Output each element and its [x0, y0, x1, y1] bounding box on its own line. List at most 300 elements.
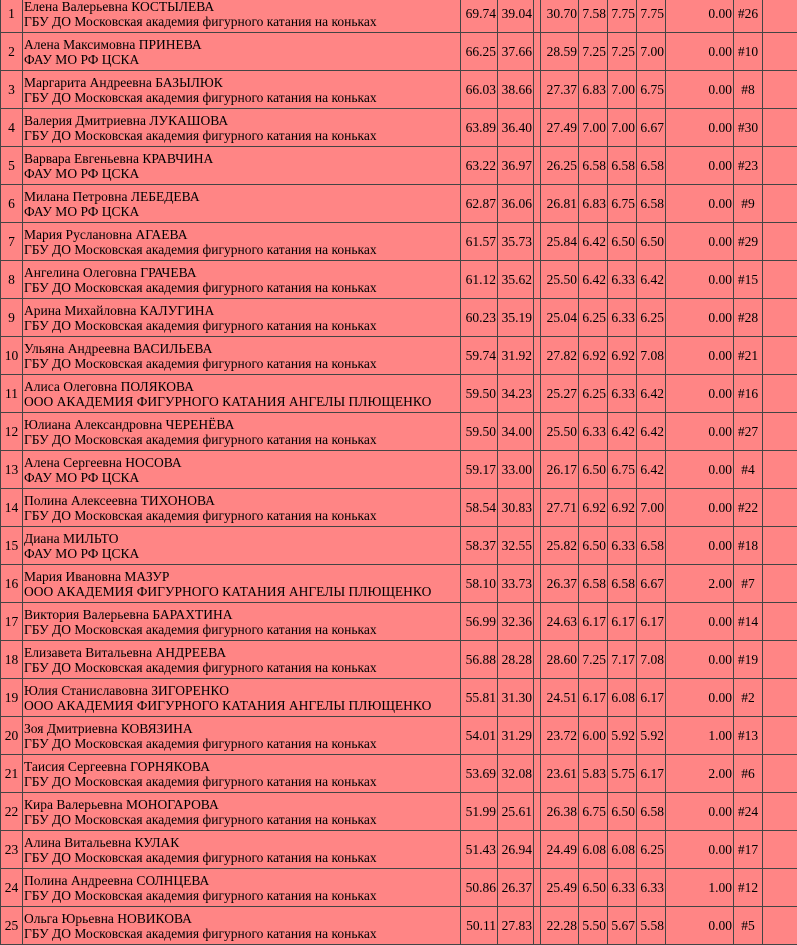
component-3-cell: 6.17 — [637, 755, 666, 793]
component-score-cell: 23.61 — [541, 755, 579, 793]
component-3-cell: 6.42 — [637, 375, 666, 413]
skater-cell — [23, 793, 461, 831]
skater-cell — [23, 71, 461, 109]
start-number-cell: #30 — [734, 109, 763, 147]
deductions-cell: 0.00 — [666, 603, 734, 641]
start-number-cell: #8 — [734, 71, 763, 109]
start-number-cell: #19 — [734, 641, 763, 679]
table-row — [1, 793, 797, 831]
table-row — [1, 489, 797, 527]
place-cell: 20 — [1, 717, 23, 755]
table-row — [1, 337, 797, 375]
component-1-cell: 6.75 — [579, 793, 608, 831]
component-3-cell: 6.67 — [637, 109, 666, 147]
place-cell: 7 — [1, 223, 23, 261]
spacer-cell — [534, 0, 541, 33]
component-2-cell: 6.08 — [608, 679, 637, 717]
skater-cell — [23, 147, 461, 185]
element-score-cell: 34.00 — [498, 413, 534, 451]
table-row — [1, 261, 797, 299]
element-score-cell: 37.66 — [498, 33, 534, 71]
deductions-cell: 2.00 — [666, 565, 734, 603]
skater-cell — [23, 565, 461, 603]
element-score-cell: 26.37 — [498, 869, 534, 907]
component-score-cell: 25.27 — [541, 375, 579, 413]
component-3-cell: 6.17 — [637, 679, 666, 717]
club-name: ГБУ ДО Московская академия фигурного катания на коньках — [24, 850, 459, 865]
total-score-cell: 66.25 — [461, 33, 498, 71]
skater-name: Полина Андреевна СОЛНЦЕВА — [24, 873, 459, 888]
component-2-cell: 5.75 — [608, 755, 637, 793]
component-1-cell: 6.50 — [579, 527, 608, 565]
component-2-cell: 6.42 — [608, 413, 637, 451]
table-row — [1, 33, 797, 71]
club-name: ГБУ ДО Московская академия фигурного катания на коньках — [24, 774, 459, 789]
place-cell: 11 — [1, 375, 23, 413]
component-1-cell: 5.83 — [579, 755, 608, 793]
element-score-cell: 38.66 — [498, 71, 534, 109]
skater-cell — [23, 603, 461, 641]
element-score-cell: 33.00 — [498, 451, 534, 489]
element-score-cell: 35.62 — [498, 261, 534, 299]
total-score-cell: 51.99 — [461, 793, 498, 831]
start-number-cell: #26 — [734, 0, 763, 33]
spacer-cell — [534, 679, 541, 717]
spacer-cell — [534, 33, 541, 71]
start-number-cell: #13 — [734, 717, 763, 755]
skater-name: Ольга Юрьевна НОВИКОВА — [24, 911, 459, 926]
trailing-cell — [763, 527, 797, 565]
start-number-cell: #17 — [734, 831, 763, 869]
spacer-cell — [534, 641, 541, 679]
club-name: ГБУ ДО Московская академия фигурного катания на коньках — [24, 356, 459, 371]
trailing-cell — [763, 147, 797, 185]
deductions-cell: 0.00 — [666, 299, 734, 337]
table-row — [1, 375, 797, 413]
club-name: ГБУ ДО Московская академия фигурного катания на коньках — [24, 90, 459, 105]
skater-name: Варвара Евгеньевна КРАВЧИНА — [24, 151, 459, 166]
skater-cell — [23, 755, 461, 793]
component-score-cell: 27.71 — [541, 489, 579, 527]
component-1-cell: 6.17 — [579, 603, 608, 641]
table-row — [1, 413, 797, 451]
spacer-cell — [534, 527, 541, 565]
skater-cell — [23, 185, 461, 223]
table-row — [1, 641, 797, 679]
start-number-cell: #15 — [734, 261, 763, 299]
table-row — [1, 565, 797, 603]
component-1-cell: 7.25 — [579, 641, 608, 679]
place-cell: 10 — [1, 337, 23, 375]
start-number-cell: #9 — [734, 185, 763, 223]
skater-cell — [23, 527, 461, 565]
component-2-cell: 6.33 — [608, 527, 637, 565]
component-score-cell: 25.84 — [541, 223, 579, 261]
place-cell: 16 — [1, 565, 23, 603]
skater-cell — [23, 907, 461, 945]
total-score-cell: 56.99 — [461, 603, 498, 641]
total-score-cell: 56.88 — [461, 641, 498, 679]
spacer-cell — [534, 147, 541, 185]
component-2-cell: 7.25 — [608, 33, 637, 71]
trailing-cell — [763, 451, 797, 489]
total-score-cell: 63.22 — [461, 147, 498, 185]
component-3-cell: 6.58 — [637, 185, 666, 223]
spacer-cell — [534, 831, 541, 869]
trailing-cell — [763, 33, 797, 71]
table-row — [1, 299, 797, 337]
skater-cell — [23, 831, 461, 869]
skater-name: Ангелина Олеговна ГРАЧЕВА — [24, 265, 459, 280]
component-1-cell: 6.83 — [579, 185, 608, 223]
skater-name: Кира Валерьевна МОНОГАРОВА — [24, 797, 459, 812]
component-3-cell: 6.75 — [637, 71, 666, 109]
component-2-cell: 6.58 — [608, 147, 637, 185]
trailing-cell — [763, 261, 797, 299]
total-score-cell: 58.54 — [461, 489, 498, 527]
deductions-cell: 0.00 — [666, 223, 734, 261]
deductions-cell: 0.00 — [666, 831, 734, 869]
component-score-cell: 24.49 — [541, 831, 579, 869]
spacer-cell — [534, 413, 541, 451]
component-score-cell: 25.82 — [541, 527, 579, 565]
place-cell: 8 — [1, 261, 23, 299]
trailing-cell — [763, 299, 797, 337]
deductions-cell: 1.00 — [666, 869, 734, 907]
skater-name: Валерия Дмитриевна ЛУКАШОВА — [24, 113, 459, 128]
skater-cell — [23, 299, 461, 337]
deductions-cell: 0.00 — [666, 641, 734, 679]
club-name: ГБУ ДО Московская академия фигурного катания на коньках — [24, 128, 459, 143]
start-number-cell: #29 — [734, 223, 763, 261]
spacer-cell — [534, 603, 541, 641]
skater-name: Алина Витальевна КУЛАК — [24, 835, 459, 850]
trailing-cell — [763, 337, 797, 375]
skater-name: Маргарита Андреевна БАЗЫЛЮК — [24, 75, 459, 90]
start-number-cell: #4 — [734, 451, 763, 489]
component-2-cell: 6.17 — [608, 603, 637, 641]
trailing-cell — [763, 869, 797, 907]
element-score-cell: 31.92 — [498, 337, 534, 375]
trailing-cell — [763, 603, 797, 641]
total-score-cell: 63.89 — [461, 109, 498, 147]
component-3-cell: 6.42 — [637, 413, 666, 451]
element-score-cell: 25.61 — [498, 793, 534, 831]
skater-name: Елизавета Витальевна АНДРЕЕВА — [24, 645, 459, 660]
component-score-cell: 30.70 — [541, 0, 579, 33]
deductions-cell: 0.00 — [666, 261, 734, 299]
component-2-cell: 7.00 — [608, 71, 637, 109]
results-body — [1, 0, 797, 945]
club-name: ГБУ ДО Московская академия фигурного катания на коньках — [24, 622, 459, 637]
component-1-cell: 6.92 — [579, 489, 608, 527]
place-cell: 19 — [1, 679, 23, 717]
club-name: ГБУ ДО Московская академия фигурного катания на коньках — [24, 242, 459, 257]
element-score-cell: 36.97 — [498, 147, 534, 185]
total-score-cell: 58.10 — [461, 565, 498, 603]
club-name: ФАУ МО РФ ЦСКА — [24, 52, 459, 67]
skater-name: Алиса Олеговна ПОЛЯКОВА — [24, 379, 459, 394]
element-score-cell: 28.28 — [498, 641, 534, 679]
component-1-cell: 6.50 — [579, 451, 608, 489]
trailing-cell — [763, 223, 797, 261]
component-1-cell: 7.00 — [579, 109, 608, 147]
component-3-cell: 6.58 — [637, 793, 666, 831]
club-name: ФАУ МО РФ ЦСКА — [24, 166, 459, 181]
place-cell: 3 — [1, 71, 23, 109]
component-score-cell: 27.37 — [541, 71, 579, 109]
club-name: ООО АКАДЕМИЯ ФИГУРНОГО КАТАНИЯ АНГЕЛЫ ПЛЮЩЕНКО — [24, 584, 459, 599]
spacer-cell — [534, 375, 541, 413]
place-cell: 9 — [1, 299, 23, 337]
trailing-cell — [763, 0, 797, 33]
start-number-cell: #14 — [734, 603, 763, 641]
component-score-cell: 28.59 — [541, 33, 579, 71]
element-score-cell: 31.29 — [498, 717, 534, 755]
table-row — [1, 527, 797, 565]
component-score-cell: 24.63 — [541, 603, 579, 641]
trailing-cell — [763, 793, 797, 831]
component-1-cell: 6.25 — [579, 299, 608, 337]
element-score-cell: 33.73 — [498, 565, 534, 603]
component-3-cell: 6.58 — [637, 147, 666, 185]
trailing-cell — [763, 907, 797, 945]
skater-cell — [23, 641, 461, 679]
skater-name: Диана МИЛЬТО — [24, 531, 459, 546]
trailing-cell — [763, 71, 797, 109]
component-3-cell: 7.00 — [637, 33, 666, 71]
table-row — [1, 755, 797, 793]
club-name: ФАУ МО РФ ЦСКА — [24, 204, 459, 219]
total-score-cell: 69.74 — [461, 0, 498, 33]
start-number-cell: #28 — [734, 299, 763, 337]
total-score-cell: 59.50 — [461, 375, 498, 413]
table-row — [1, 603, 797, 641]
start-number-cell: #21 — [734, 337, 763, 375]
club-name: ГБУ ДО Московская академия фигурного катания на коньках — [24, 432, 459, 447]
component-2-cell: 6.92 — [608, 337, 637, 375]
trailing-cell — [763, 565, 797, 603]
spacer-cell — [534, 109, 541, 147]
start-number-cell: #18 — [734, 527, 763, 565]
component-1-cell: 5.50 — [579, 907, 608, 945]
component-score-cell: 25.49 — [541, 869, 579, 907]
spacer-cell — [534, 71, 541, 109]
spacer-cell — [534, 451, 541, 489]
deductions-cell: 0.00 — [666, 489, 734, 527]
element-score-cell: 35.19 — [498, 299, 534, 337]
component-2-cell: 6.92 — [608, 489, 637, 527]
component-3-cell: 7.00 — [637, 489, 666, 527]
total-score-cell: 53.69 — [461, 755, 498, 793]
deductions-cell: 0.00 — [666, 907, 734, 945]
skater-name: Зоя Дмитриевна КОВЯЗИНА — [24, 721, 459, 736]
table-row — [1, 147, 797, 185]
skater-name: Мария Ивановна МАЗУР — [24, 569, 459, 584]
start-number-cell: #23 — [734, 147, 763, 185]
club-name: ГБУ ДО Московская академия фигурного катания на коньках — [24, 926, 459, 941]
component-1-cell: 6.50 — [579, 869, 608, 907]
start-number-cell: #27 — [734, 413, 763, 451]
skater-cell — [23, 337, 461, 375]
table-row — [1, 451, 797, 489]
total-score-cell: 55.81 — [461, 679, 498, 717]
place-cell: 6 — [1, 185, 23, 223]
club-name: ГБУ ДО Московская академия фигурного катания на коньках — [24, 736, 459, 751]
start-number-cell: #7 — [734, 565, 763, 603]
component-3-cell: 6.42 — [637, 261, 666, 299]
deductions-cell: 0.00 — [666, 109, 734, 147]
component-score-cell: 26.37 — [541, 565, 579, 603]
place-cell: 23 — [1, 831, 23, 869]
spacer-cell — [534, 907, 541, 945]
club-name: ГБУ ДО Московская академия фигурного катания на коньках — [24, 280, 459, 295]
skater-name: Алена Максимовна ПРИНЕВА — [24, 37, 459, 52]
component-score-cell: 26.25 — [541, 147, 579, 185]
skater-cell — [23, 223, 461, 261]
deductions-cell: 0.00 — [666, 337, 734, 375]
skater-cell — [23, 489, 461, 527]
component-2-cell: 6.08 — [608, 831, 637, 869]
component-2-cell: 6.50 — [608, 793, 637, 831]
deductions-cell: 0.00 — [666, 0, 734, 33]
table-row — [1, 109, 797, 147]
component-2-cell: 7.17 — [608, 641, 637, 679]
table-row — [1, 907, 797, 945]
trailing-cell — [763, 375, 797, 413]
total-score-cell: 61.12 — [461, 261, 498, 299]
skater-cell — [23, 869, 461, 907]
place-cell: 13 — [1, 451, 23, 489]
component-2-cell: 6.75 — [608, 451, 637, 489]
skater-name: Мария Руслановна АГАЕВА — [24, 227, 459, 242]
spacer-cell — [534, 717, 541, 755]
element-score-cell: 34.23 — [498, 375, 534, 413]
skater-name: Алена Сергеевна НОСОВА — [24, 455, 459, 470]
start-number-cell: #5 — [734, 907, 763, 945]
component-3-cell: 6.50 — [637, 223, 666, 261]
component-3-cell: 6.58 — [637, 527, 666, 565]
component-2-cell: 6.58 — [608, 565, 637, 603]
club-name: ГБУ ДО Московская академия фигурного катания на коньках — [24, 812, 459, 827]
component-2-cell: 6.33 — [608, 375, 637, 413]
club-name: ГБУ ДО Московская академия фигурного катания на коньках — [24, 888, 459, 903]
place-cell: 15 — [1, 527, 23, 565]
place-cell: 12 — [1, 413, 23, 451]
skater-name: Полина Алексеевна ТИХОНОВА — [24, 493, 459, 508]
component-3-cell: 5.58 — [637, 907, 666, 945]
total-score-cell: 60.23 — [461, 299, 498, 337]
spacer-cell — [534, 337, 541, 375]
place-cell: 5 — [1, 147, 23, 185]
component-2-cell: 5.92 — [608, 717, 637, 755]
element-score-cell: 26.94 — [498, 831, 534, 869]
deductions-cell: 0.00 — [666, 679, 734, 717]
start-number-cell: #16 — [734, 375, 763, 413]
total-score-cell: 51.43 — [461, 831, 498, 869]
start-number-cell: #2 — [734, 679, 763, 717]
total-score-cell: 66.03 — [461, 71, 498, 109]
component-score-cell: 27.49 — [541, 109, 579, 147]
trailing-cell — [763, 679, 797, 717]
trailing-cell — [763, 109, 797, 147]
component-score-cell: 26.38 — [541, 793, 579, 831]
skater-name: Елена Валерьевна КОСТЫЛЕВА — [24, 0, 459, 14]
place-cell: 2 — [1, 33, 23, 71]
total-score-cell: 50.11 — [461, 907, 498, 945]
skater-cell — [23, 109, 461, 147]
skater-name: Юлиана Александровна ЧЕРЕНЁВА — [24, 417, 459, 432]
total-score-cell: 59.17 — [461, 451, 498, 489]
table-row — [1, 0, 797, 33]
skater-cell — [23, 261, 461, 299]
element-score-cell: 32.08 — [498, 755, 534, 793]
deductions-cell: 0.00 — [666, 185, 734, 223]
spacer-cell — [534, 565, 541, 603]
trailing-cell — [763, 413, 797, 451]
component-3-cell: 7.08 — [637, 641, 666, 679]
component-3-cell: 6.25 — [637, 831, 666, 869]
place-cell: 22 — [1, 793, 23, 831]
component-2-cell: 6.33 — [608, 299, 637, 337]
component-1-cell: 6.33 — [579, 413, 608, 451]
component-score-cell: 28.60 — [541, 641, 579, 679]
table-row — [1, 71, 797, 109]
club-name: ООО АКАДЕМИЯ ФИГУРНОГО КАТАНИЯ АНГЕЛЫ ПЛЮЩЕНКО — [24, 698, 459, 713]
trailing-cell — [763, 641, 797, 679]
deductions-cell: 0.00 — [666, 793, 734, 831]
component-1-cell: 7.25 — [579, 33, 608, 71]
place-cell: 17 — [1, 603, 23, 641]
element-score-cell: 32.55 — [498, 527, 534, 565]
place-cell: 25 — [1, 907, 23, 945]
club-name: ФАУ МО РФ ЦСКА — [24, 546, 459, 561]
deductions-cell: 0.00 — [666, 33, 734, 71]
total-score-cell: 62.87 — [461, 185, 498, 223]
table-row — [1, 679, 797, 717]
spacer-cell — [534, 869, 541, 907]
component-2-cell: 6.33 — [608, 261, 637, 299]
club-name: ФАУ МО РФ ЦСКА — [24, 470, 459, 485]
total-score-cell: 54.01 — [461, 717, 498, 755]
element-score-cell: 35.73 — [498, 223, 534, 261]
table-row — [1, 223, 797, 261]
component-1-cell: 6.58 — [579, 147, 608, 185]
component-score-cell: 24.51 — [541, 679, 579, 717]
spacer-cell — [534, 223, 541, 261]
skater-name: Арина Михайловна КАЛУГИНА — [24, 303, 459, 318]
skater-cell — [23, 375, 461, 413]
component-1-cell: 6.00 — [579, 717, 608, 755]
component-3-cell: 7.75 — [637, 0, 666, 33]
table-row — [1, 185, 797, 223]
deductions-cell: 1.00 — [666, 717, 734, 755]
component-3-cell: 6.33 — [637, 869, 666, 907]
component-1-cell: 6.42 — [579, 261, 608, 299]
trailing-cell — [763, 831, 797, 869]
place-cell: 18 — [1, 641, 23, 679]
spacer-cell — [534, 793, 541, 831]
component-score-cell: 23.72 — [541, 717, 579, 755]
component-score-cell: 25.50 — [541, 261, 579, 299]
table-row — [1, 717, 797, 755]
deductions-cell: 0.00 — [666, 451, 734, 489]
element-score-cell: 27.83 — [498, 907, 534, 945]
place-cell: 24 — [1, 869, 23, 907]
component-2-cell: 6.50 — [608, 223, 637, 261]
start-number-cell: #6 — [734, 755, 763, 793]
spacer-cell — [534, 755, 541, 793]
